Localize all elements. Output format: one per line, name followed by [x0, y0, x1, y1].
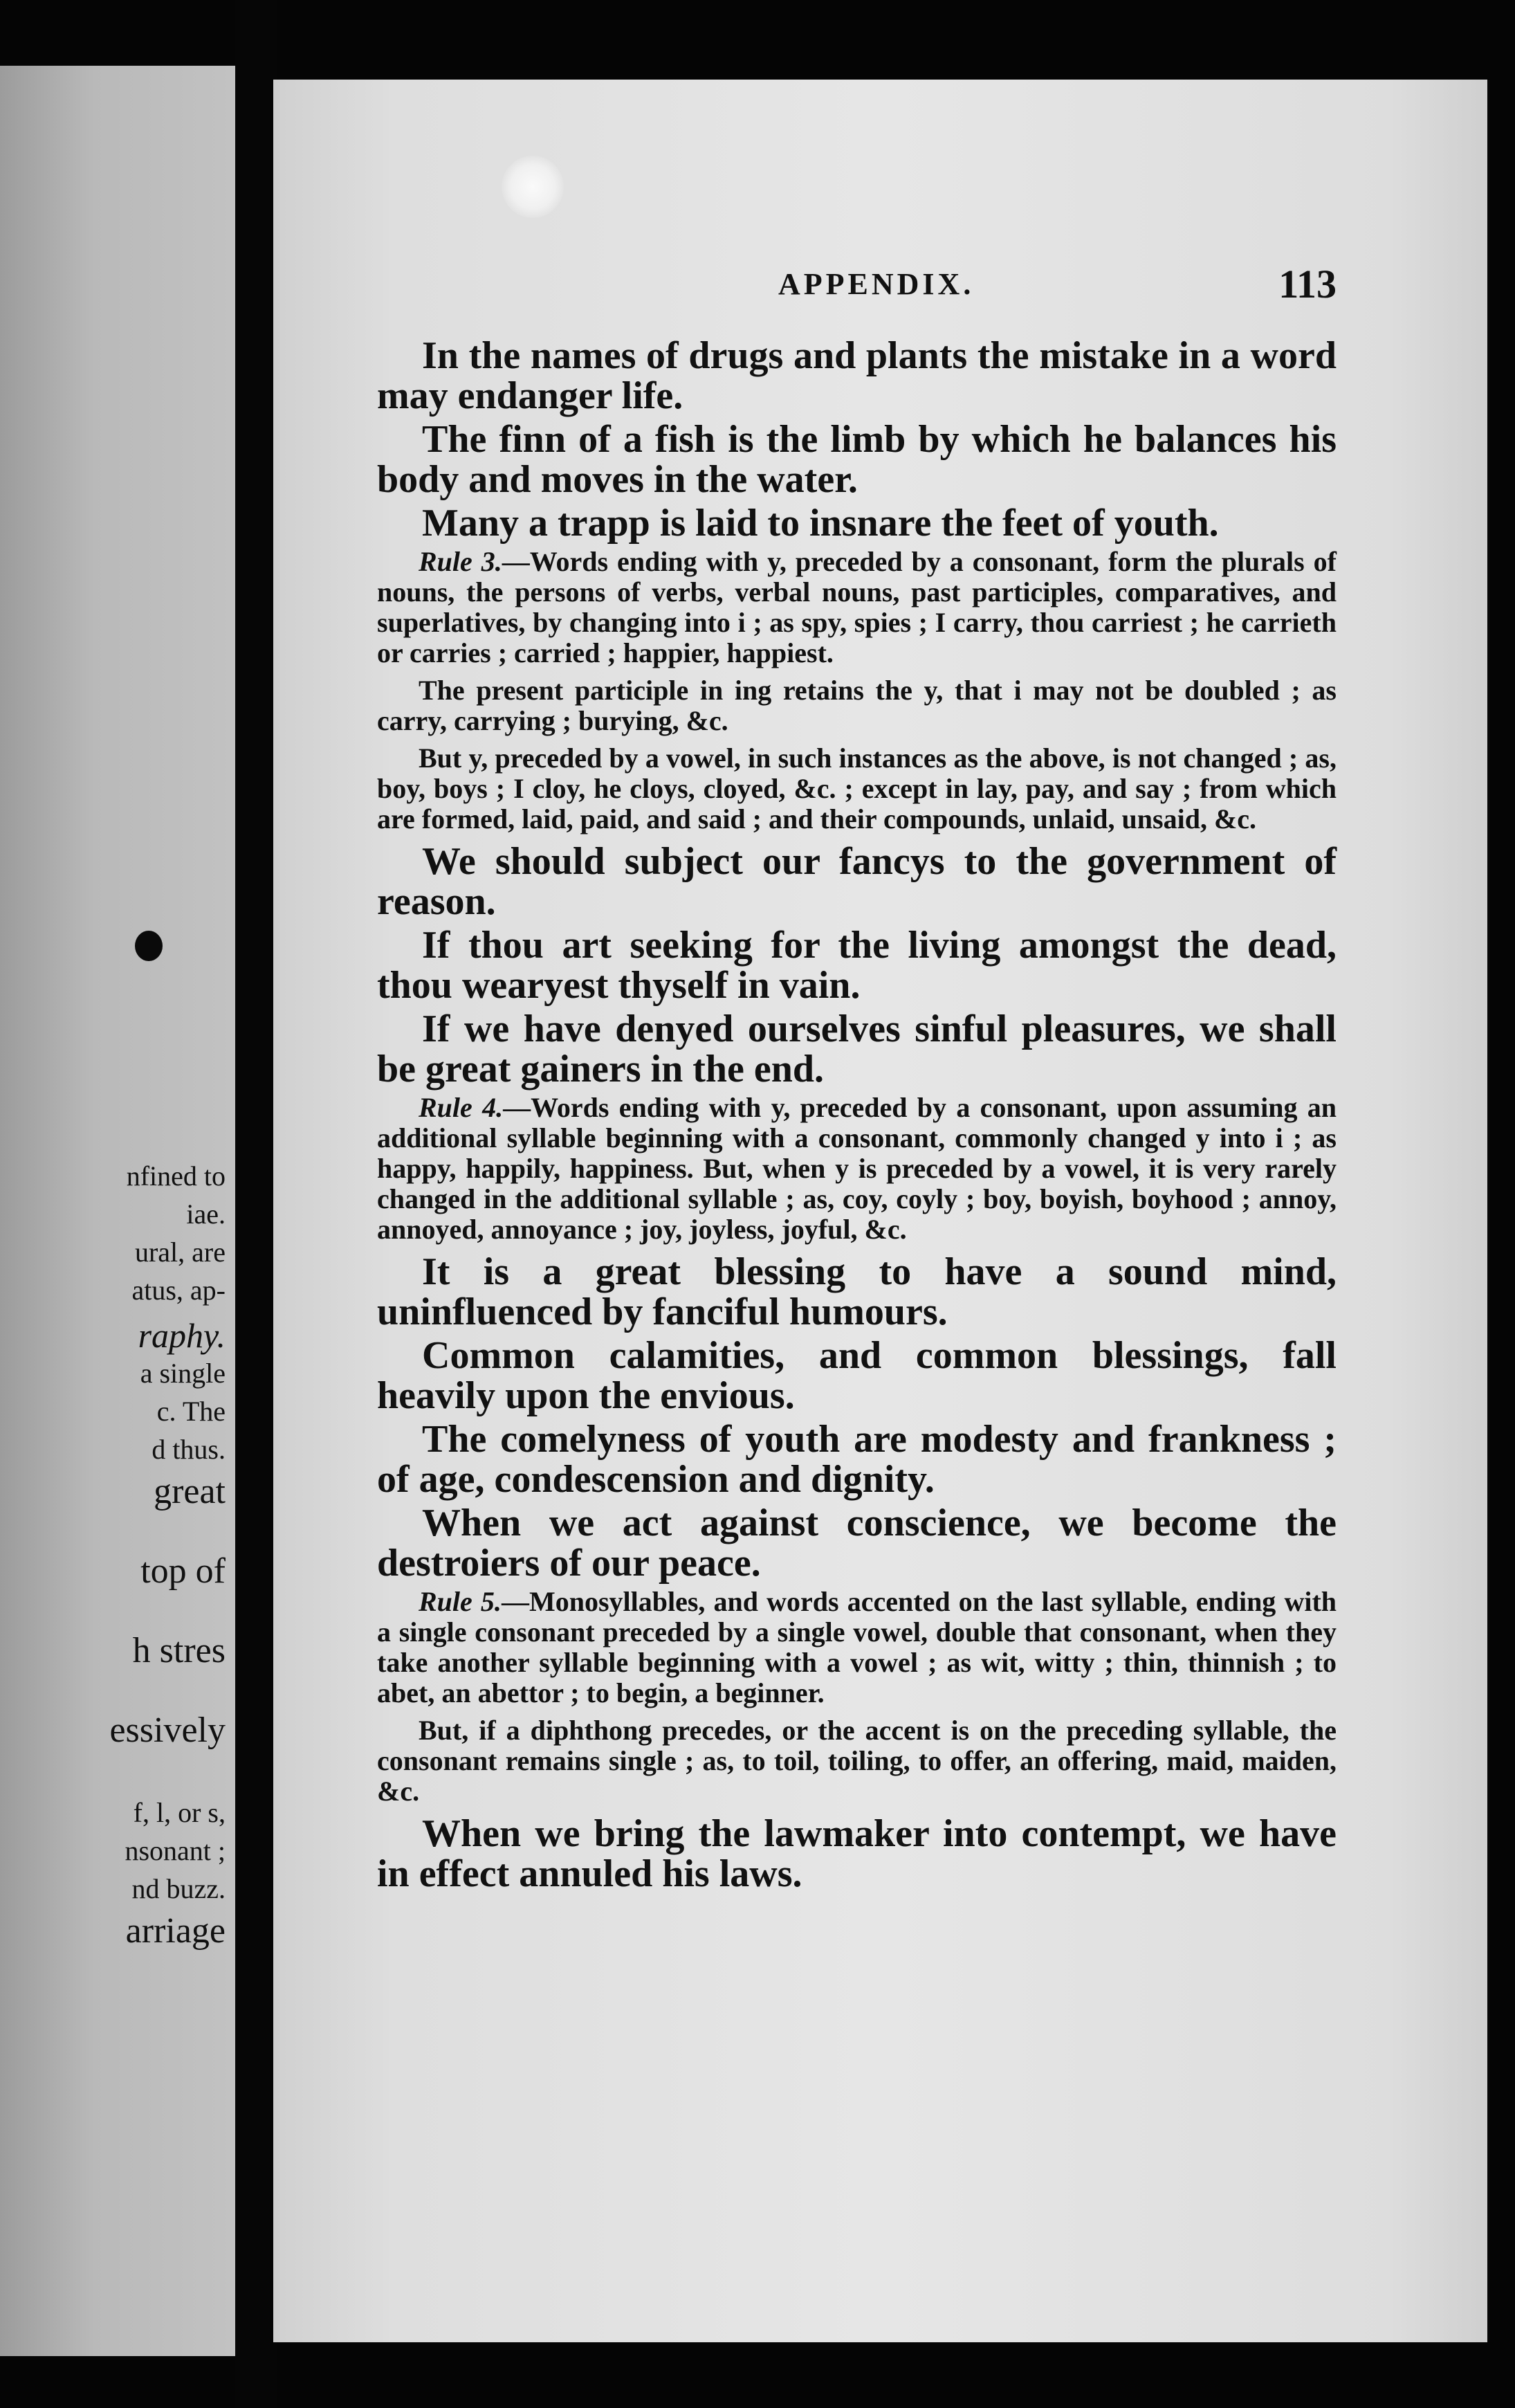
prev-page-fragment: raphy. [138, 1316, 226, 1355]
prev-page-fragment: top of [140, 1551, 226, 1591]
example-sentence: It is a great blessing to have a sound mind, uninfluenced by fanciful humours. [377, 1250, 1337, 1333]
rule-text: The present participle in ing retains the y, that i may not be doubled ; as carry, carrying ; burying, &c. [377, 675, 1337, 736]
rule-text: But, if a diphthong precedes, or the accent is on the preceding syllable, the consonant remains single ; as, to toil, toiling, to offer, an offering, maid, maiden, &c. [377, 1715, 1337, 1807]
prev-page-fragment: iae. [186, 1198, 226, 1230]
rule-text: —Words ending with y, preceded by a consonant, form the plurals of nouns, the persons of verbs, verbal nouns, past participles, comparatives, and superlatives, by changing into i ; as spy, spies ; I carry, thou carriest ; he carrieth or carries ; carried ; happier, happiest. [377, 546, 1337, 668]
page-body [377, 336, 1337, 1897]
book-spine [235, 0, 277, 2408]
rule-label: Rule 5. [419, 1586, 502, 1617]
rule-paragraph [377, 675, 1337, 736]
rule-text: But y, preceded by a vowel, in such instances as the above, is not changed ; as, boy, boys ; I cloy, he cloys, cloyed, &c. ; except in lay, pay, and say ; from which are formed, laid, paid, and said ; and their compounds, unlaid, unsaid, &c. [377, 742, 1337, 834]
example-sentence: When we act against conscience, we become the destroiers of our peace. [377, 1502, 1337, 1585]
rule-paragraph [377, 547, 1337, 668]
rule-paragraph [377, 1587, 1337, 1708]
rule-label: Rule 3. [419, 546, 502, 577]
paper-blemish [502, 156, 564, 218]
prev-page-fragment: atus, ap- [131, 1275, 226, 1306]
example-sentence: The comelyness of youth are modesty and frankness ; of age, condescension and dignity. [377, 1418, 1337, 1501]
prev-page-fragment: great [154, 1472, 226, 1511]
prev-page-fragment: nsonant ; [125, 1835, 226, 1866]
example-sentence: Common calamities, and common blessings, fall heavily upon the envious. [377, 1334, 1337, 1417]
prev-page-fragment: ural, are [134, 1237, 226, 1268]
book-page [273, 80, 1487, 2342]
example-sentence: Many a trapp is laid to insnare the feet of youth. [422, 502, 1219, 545]
prev-page-fragment: nd buzz. [131, 1873, 226, 1904]
rule-text: —Words ending with y, preceded by a consonant, upon assuming an additional syllable beginning with a consonant, commonly changed y into i ; as happy, happily, happiness. But, when y is preceded by a vowel, it is very rarely changed in the additional syllable ; as, coy, coyly ; boy, boyish, boyhood ; annoy, annoyed, annoyance ; joy, joyless, joyful, &c. [377, 1092, 1337, 1245]
example-sentence: We should subject our fancys to the government of reason. [377, 840, 1337, 923]
prev-page-fragment: arriage [125, 1911, 226, 1951]
running-head: APPENDIX. [778, 267, 975, 301]
prev-page-fragment: f, l, or s, [133, 1797, 226, 1828]
binding-hole [135, 931, 163, 961]
prev-page-fragment: d thus. [152, 1434, 226, 1465]
rule-text: —Monosyllables, and words accented on the last syllable, ending with a single consonant preceded by a single vowel, double that consonant, when they take another syllable beginning with a vowel ; as wit, witty ; thin, thinnish ; to abet, an abettor ; to begin, a beginner. [377, 1586, 1337, 1708]
rule-label: Rule 4. [419, 1092, 504, 1123]
prev-page-fragment: c. The [156, 1396, 226, 1427]
rule-paragraph [377, 743, 1337, 834]
example-sentence: When we bring the lawmaker into contempt, we have in effect annuled his laws. [377, 1812, 1337, 1895]
prev-page-fragment: a single [140, 1358, 226, 1389]
example-sentence: If we have denyed ourselves sinful pleasures, we shall be great gainers in the end. [377, 1007, 1337, 1091]
page-number: 113 [1278, 262, 1337, 307]
example-sentence: The finn of a fish is the limb by which he balances his body and moves in the water. [377, 418, 1337, 501]
example-sentence: In the names of drugs and plants the mistake in a word may endanger life. [377, 334, 1337, 417]
example-sentence: If thou art seeking for the living amongst the dead, thou wearyest thyself in vain. [377, 924, 1337, 1007]
prev-page-fragment: essively [109, 1711, 226, 1750]
rule-paragraph [377, 1715, 1337, 1807]
prev-page-fragment: h stres [132, 1631, 226, 1670]
prev-page-fragment: nfined to [126, 1160, 226, 1192]
rule-paragraph [377, 1093, 1337, 1245]
previous-page-edge [0, 66, 235, 2356]
